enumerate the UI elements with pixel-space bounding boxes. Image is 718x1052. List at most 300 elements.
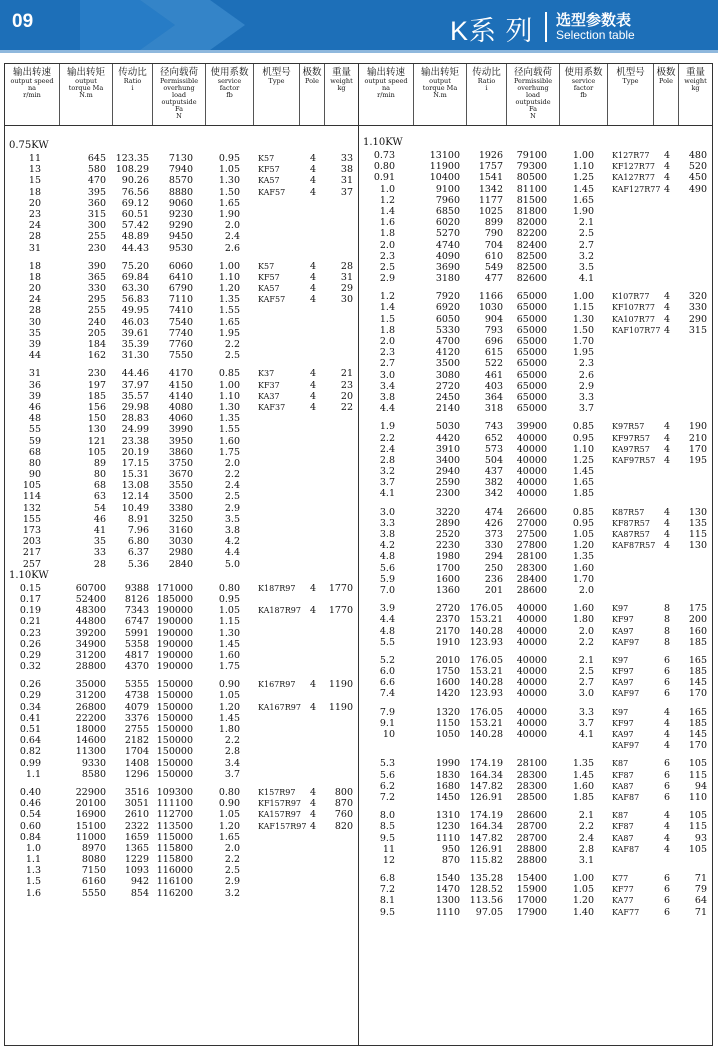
table-cell: 12.14: [121, 491, 149, 503]
table-cell: 27500: [516, 529, 547, 540]
table-cell: K157R97: [258, 787, 296, 797]
table-cell: 2.9: [224, 502, 240, 514]
table-cell: 5030: [435, 421, 460, 433]
table-cell: 9450: [168, 231, 193, 243]
table-cell: 31: [28, 242, 41, 254]
table-cell: 4: [310, 798, 317, 810]
table-cell: 490: [688, 183, 707, 195]
column-header-cn: 机型号: [616, 67, 645, 78]
table-cell: 4: [664, 313, 671, 325]
table-cell: 1.65: [572, 477, 594, 489]
table-cell: 174.19: [469, 758, 503, 770]
table-row: [5, 209, 358, 220]
table-cell: 115: [688, 529, 707, 540]
table-cell: 40000: [516, 717, 547, 729]
table-row: [5, 283, 358, 294]
table-cell: 1.20: [572, 895, 594, 907]
table-cell: 48: [28, 413, 41, 425]
table-cell: 28600: [516, 810, 547, 822]
table-cell: 2.0: [379, 336, 395, 347]
table-cell: 4700: [435, 336, 460, 347]
table-cell: 4: [664, 540, 671, 552]
table-cell: 4420: [435, 432, 460, 444]
table-cell: K97R57: [612, 422, 645, 432]
table-cell: 176.05: [469, 654, 503, 666]
table-cell: 115800: [156, 854, 193, 866]
table-cell: 2.3: [578, 358, 594, 370]
table-cell: 4: [310, 175, 317, 187]
table-cell: 31.30: [121, 350, 149, 362]
table-cell: 28800: [516, 843, 547, 855]
table-cell: 31200: [75, 649, 106, 661]
table-cell: 190000: [156, 649, 193, 661]
table-cell: 4: [664, 843, 671, 855]
table-cell: 34900: [75, 638, 106, 650]
table-cell: K37: [258, 369, 275, 379]
table-cell: 2.9: [578, 380, 594, 392]
table-cell: K127R77: [612, 151, 650, 160]
table-row: [359, 206, 712, 217]
table-cell: 6160: [81, 876, 106, 888]
column-header-cn: 重量: [685, 67, 705, 78]
table-cell: 197: [87, 379, 106, 391]
table-row: [5, 525, 358, 536]
table-cell: 185: [688, 717, 707, 729]
table-cell: 105: [688, 758, 707, 770]
table-cell: 18: [28, 271, 41, 283]
table-cell: 2370: [435, 614, 460, 626]
table-cell: 1.85: [572, 791, 594, 803]
table-cell: 1.4: [379, 302, 395, 314]
table-cell: 3.0: [379, 506, 395, 518]
table-cell: 1.15: [218, 616, 240, 628]
table-cell: K97: [612, 707, 629, 717]
table-cell: 6050: [435, 313, 460, 325]
table-cell: 1190: [328, 679, 353, 691]
table-row: [359, 529, 712, 540]
table-cell: 65000: [516, 403, 547, 415]
title-separator: [545, 12, 547, 42]
table-row: [359, 666, 712, 677]
table-cell: 4.2: [224, 536, 240, 548]
table-cell: 23: [28, 208, 41, 220]
table-cell: 0.85: [218, 368, 240, 380]
table-cell: 1.2: [379, 291, 395, 303]
table-cell: 46: [93, 513, 106, 525]
table-cell: 60.51: [121, 208, 149, 220]
table-cell: 31: [340, 175, 353, 187]
table-cell: 1659: [124, 831, 149, 843]
table-cell: KAF77: [612, 907, 640, 917]
table-cell: 68: [93, 480, 106, 492]
table-row: [5, 758, 358, 769]
table-cell: 5.3: [379, 758, 395, 770]
table-cell: 1300: [435, 895, 460, 907]
table-cell: 150000: [156, 679, 193, 691]
table-cell: 942: [130, 876, 149, 888]
table-cell: 38: [340, 164, 353, 176]
table-cell: 3.4: [379, 380, 395, 392]
table-cell: 4: [664, 161, 671, 173]
table-cell: 5.6: [379, 769, 395, 781]
table-cell: 20: [28, 197, 41, 209]
table-cell: KA107R77: [612, 314, 655, 324]
table-row: [5, 514, 358, 525]
table-row: [359, 626, 712, 637]
table-cell: 123.35: [115, 153, 149, 164]
table-cell: 0.64: [19, 735, 41, 747]
table-cell: KA87: [612, 833, 634, 843]
table-cell: 4079: [124, 701, 149, 713]
table-cell: 1.30: [218, 175, 240, 187]
table-cell: 1.05: [572, 884, 594, 896]
table-row: [5, 480, 358, 491]
column-header-en: service: [217, 77, 242, 85]
table-cell: 82500: [516, 261, 547, 273]
table-cell: 105: [688, 843, 707, 855]
column-header-en: kg: [337, 84, 346, 92]
table-cell: 1.85: [572, 488, 594, 500]
table-cell: 2010: [435, 654, 460, 666]
table-cell: 5358: [124, 638, 149, 650]
table-cell: 1050: [435, 729, 460, 740]
table-cell: 140.28: [469, 729, 503, 740]
table-cell: 121: [87, 435, 106, 447]
table-cell: 0.85: [572, 506, 594, 518]
table-cell: 4: [664, 821, 671, 833]
table-cell: 2.4: [224, 480, 240, 492]
table-cell: 1.70: [572, 573, 594, 585]
table-cell: K77: [612, 874, 629, 884]
table-cell: 1470: [435, 884, 460, 896]
table-cell: 6: [664, 780, 671, 792]
table-cell: 1408: [124, 757, 149, 769]
table-cell: 65000: [516, 302, 547, 314]
table-cell: 3380: [168, 502, 193, 514]
table-cell: KA57: [258, 284, 280, 294]
table-row: [5, 436, 358, 447]
table-cell: 8880: [168, 186, 193, 198]
table-row: [359, 370, 712, 381]
table-cell: 108.29: [115, 164, 149, 176]
table-cell: 57.42: [121, 220, 149, 232]
table-cell: 315: [87, 208, 106, 220]
table-cell: 18000: [75, 724, 106, 735]
table-cell: 3030: [168, 536, 193, 548]
table-cell: 870: [441, 854, 460, 866]
table-cell: 1.1: [25, 768, 41, 780]
table-cell: 8580: [81, 768, 106, 780]
table-cell: 1600: [435, 677, 460, 689]
table-cell: 123.93: [469, 636, 503, 648]
table-row: [5, 746, 358, 757]
column-header-en: r/min: [23, 91, 41, 99]
table-row: [5, 679, 358, 690]
table-cell: 1.45: [218, 712, 240, 724]
table-row: [5, 547, 358, 558]
table-cell: 4: [310, 820, 317, 832]
column-header-en: load: [171, 91, 187, 99]
table-cell: 162: [87, 350, 106, 362]
column-header-en: overhung: [163, 84, 195, 92]
table-cell: 4.1: [379, 488, 395, 500]
column-header-en: N.m: [433, 91, 447, 99]
table-cell: 5355: [124, 679, 149, 691]
table-cell: 1.80: [572, 614, 594, 626]
table-cell: 3.8: [379, 529, 395, 540]
table-cell: 56.83: [121, 294, 149, 306]
table-cell: 12: [382, 854, 395, 866]
table-cell: 3400: [435, 454, 460, 466]
table-row: [5, 153, 358, 164]
group-gap: [5, 361, 358, 368]
table-row: [359, 403, 712, 414]
table-cell: 1.5: [379, 313, 395, 325]
table-row: [5, 559, 358, 570]
table-cell: 1.9: [379, 421, 395, 433]
table-cell: 31: [28, 368, 41, 380]
column-header-en: output speed: [10, 77, 54, 85]
column-header-en: r/min: [377, 91, 395, 99]
table-cell: 2.5: [224, 865, 240, 877]
table-cell: 0.95: [218, 593, 240, 605]
table-cell: KF57: [258, 272, 280, 282]
table-cell: 257: [22, 558, 41, 570]
table-cell: 59: [28, 435, 41, 447]
table-cell: 315: [688, 324, 707, 336]
table-row: [5, 690, 358, 701]
table-row: [359, 488, 712, 499]
table-cell: 130: [688, 506, 707, 518]
table-cell: 3.3: [578, 706, 594, 718]
table-cell: 153.21: [469, 614, 503, 626]
table-cell: 44800: [75, 616, 106, 628]
table-cell: 40000: [516, 477, 547, 489]
table-cell: 52400: [75, 593, 106, 605]
table-cell: 652: [484, 432, 503, 444]
table-cell: 1.6: [379, 217, 395, 229]
table-cell: 132: [22, 502, 41, 514]
table-cell: 1.95: [572, 347, 594, 359]
table-cell: KA187R97: [258, 606, 301, 616]
table-row: [359, 336, 712, 347]
table-cell: 7.96: [127, 525, 149, 536]
column-header-en: N: [176, 112, 182, 120]
table-cell: 160: [688, 625, 707, 637]
table-cell: 126.91: [469, 791, 503, 803]
table-cell: 36: [28, 379, 41, 391]
column-header-en: i: [485, 84, 488, 92]
table-row: [5, 888, 358, 899]
table-cell: 1.65: [218, 316, 240, 328]
table-cell: 150000: [156, 724, 193, 735]
table-cell: KAF87: [612, 792, 640, 802]
table-cell: 2590: [435, 477, 460, 489]
table-cell: 94: [694, 780, 707, 792]
table-cell: 82200: [516, 228, 547, 240]
table-cell: 4.2: [379, 540, 395, 552]
table-cell: 3376: [124, 712, 149, 724]
table-cell: 115000: [156, 831, 193, 843]
table-cell: 28700: [516, 832, 547, 844]
table-cell: 2.2: [224, 469, 240, 481]
table-cell: 1.60: [572, 562, 594, 574]
table-cell: KF57: [258, 165, 280, 175]
table-row: [359, 810, 712, 821]
table-cell: 203: [22, 536, 41, 548]
table-cell: 80: [28, 457, 41, 469]
table-cell: KF87R57: [612, 518, 650, 528]
table-cell: 17.15: [121, 457, 149, 469]
table-cell: 1.00: [218, 260, 240, 272]
table-cell: 40000: [516, 688, 547, 700]
table-cell: 4: [664, 443, 671, 455]
table-cell: 4: [310, 294, 317, 306]
table-row: [5, 769, 358, 780]
table-cell: 2.8: [224, 746, 240, 758]
table-cell: 1.6: [25, 887, 41, 899]
table-cell: 116100: [156, 876, 193, 888]
table-cell: 1.65: [572, 194, 594, 206]
table-cell: 1230: [435, 821, 460, 833]
table-cell: 33: [340, 153, 353, 164]
table-cell: 140.28: [469, 677, 503, 689]
table-cell: 185: [87, 390, 106, 402]
table-cell: 65000: [516, 369, 547, 381]
column-header-cn: 使用系数: [564, 67, 603, 78]
table-cell: 130: [688, 540, 707, 552]
table-cell: 3.7: [379, 477, 395, 489]
table-row: [359, 455, 712, 466]
table-cell: 7550: [168, 350, 193, 362]
table-row: [359, 729, 712, 740]
table-cell: 28600: [516, 584, 547, 596]
table-cell: 1704: [124, 746, 149, 758]
table-cell: 1.40: [572, 906, 594, 918]
table-cell: 1.2: [379, 194, 395, 206]
table-cell: 0.40: [19, 786, 41, 798]
table-row: [359, 585, 712, 596]
table-cell: 147.82: [469, 832, 503, 844]
table-cell: 15900: [516, 884, 547, 896]
group-gap: [359, 284, 712, 291]
table-row: [359, 781, 712, 792]
table-cell: 1093: [124, 865, 149, 877]
table-cell: 1030: [478, 302, 503, 314]
column-header-en: Type: [622, 77, 639, 85]
table-cell: 2.5: [578, 666, 594, 678]
table-row: [5, 175, 358, 186]
table-row: [359, 637, 712, 648]
table-cell: 9530: [168, 242, 193, 254]
table-row: [5, 787, 358, 798]
table-cell: 6.37: [127, 547, 149, 559]
table-cell: 2.2: [578, 636, 594, 648]
table-row: [5, 628, 358, 639]
table-cell: 4: [310, 605, 317, 617]
table-cell: 522: [484, 358, 503, 370]
table-cell: 75.20: [121, 260, 149, 272]
table-cell: K57: [258, 261, 275, 271]
table-cell: 116000: [156, 865, 193, 877]
table-cell: 1.35: [218, 413, 240, 425]
column-header-en: Fa: [529, 105, 537, 113]
table-cell: 2300: [435, 488, 460, 500]
table-cell: 16900: [75, 809, 106, 821]
table-row: [359, 655, 712, 666]
table-cell: 1420: [435, 688, 460, 700]
table-cell: 2.2: [379, 432, 395, 444]
table-row: [5, 243, 358, 254]
table-cell: 48300: [75, 605, 106, 617]
table-cell: 4: [310, 283, 317, 295]
table-cell: 65000: [516, 391, 547, 403]
table-cell: 904: [484, 313, 503, 325]
table-cell: 65000: [516, 347, 547, 359]
table-cell: KA157R97: [258, 810, 301, 820]
table-cell: 1.35: [572, 551, 594, 563]
table-cell: 29.98: [121, 401, 149, 413]
table-cell: 2.3: [379, 250, 395, 262]
table-cell: 2610: [124, 809, 149, 821]
table-cell: 4: [664, 529, 671, 540]
table-row: [5, 491, 358, 502]
column-header: [60, 64, 113, 125]
table-row: [5, 198, 358, 209]
table-row: [5, 605, 358, 616]
table-row: [5, 536, 358, 547]
table-cell: 5.9: [379, 573, 395, 585]
table-cell: 1.5: [25, 876, 41, 888]
table-cell: 4: [664, 717, 671, 729]
column-header-en: weight: [684, 77, 707, 85]
table-cell: 3.1: [578, 854, 594, 866]
table-cell: 6.2: [379, 780, 395, 792]
table-cell: 4: [310, 153, 317, 164]
page-header: [0, 0, 718, 56]
table-cell: 190000: [156, 638, 193, 650]
table-cell: 4: [664, 454, 671, 466]
table-row: [5, 164, 358, 175]
table-cell: 1.20: [218, 283, 240, 295]
table-cell: 3.2: [224, 887, 240, 899]
table-cell: 3860: [168, 446, 193, 458]
table-cell: 2840: [168, 558, 193, 570]
table-cell: 46: [28, 401, 41, 413]
table-cell: 6: [664, 654, 671, 666]
table-cell: 4.4: [224, 547, 240, 559]
table-cell: 7150: [81, 865, 106, 877]
column-header-right: [359, 64, 712, 126]
table-cell: 3.8: [224, 525, 240, 536]
table-cell: 9.5: [379, 906, 395, 918]
column-header-cn: 传动比: [118, 67, 147, 78]
table-cell: 60700: [75, 582, 106, 594]
table-row: [359, 740, 712, 751]
table-cell: 3250: [168, 513, 193, 525]
table-row: [359, 907, 712, 918]
table-cell: 0.91: [373, 172, 395, 184]
table-cell: 63: [93, 491, 106, 503]
table-cell: 150000: [156, 746, 193, 758]
table-cell: KAF97: [612, 741, 640, 751]
table-cell: 1.00: [572, 873, 594, 885]
table-cell: KAF157R97: [258, 821, 307, 831]
table-row: [359, 873, 712, 884]
table-cell: 1.35: [218, 294, 240, 306]
table-cell: 35.39: [121, 339, 149, 350]
table-cell: 3.5: [578, 261, 594, 273]
